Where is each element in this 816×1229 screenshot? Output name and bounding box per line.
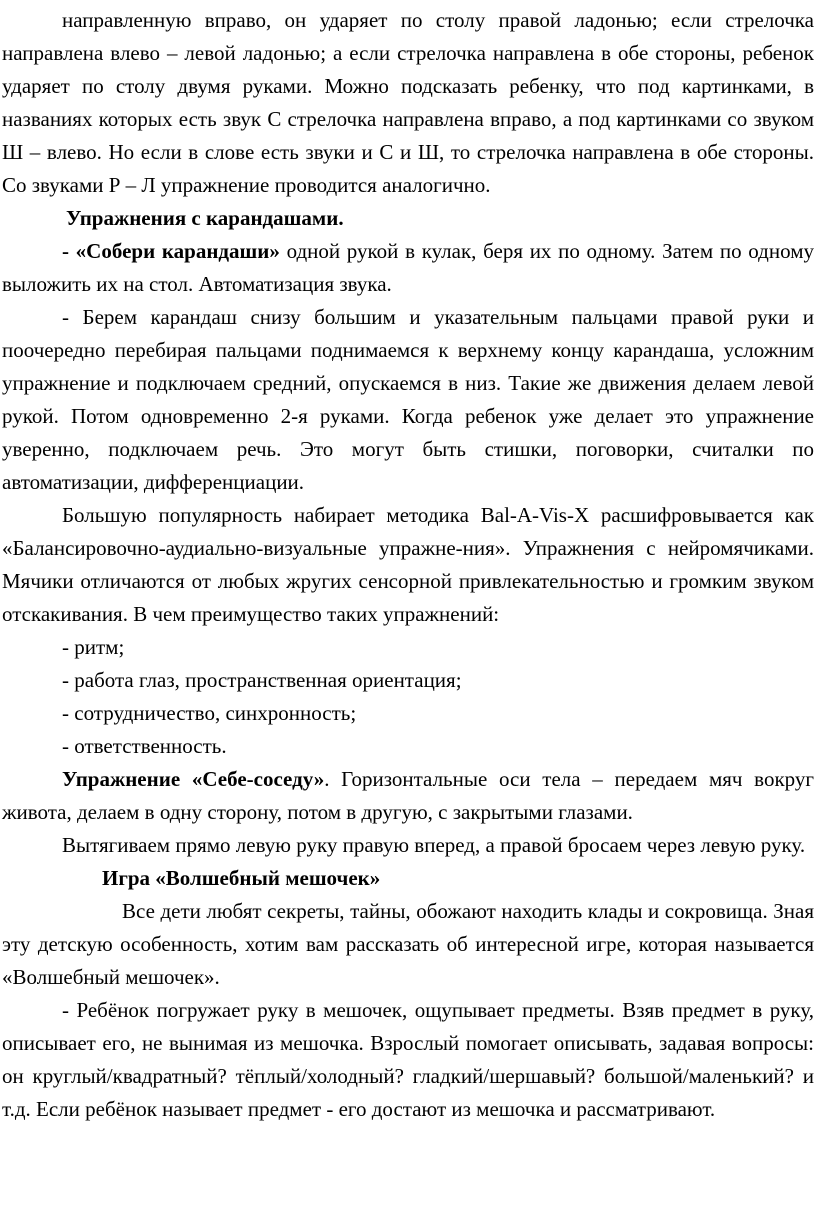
exercise-title-self-neighbor: Упражнение «Себе-соседу»	[62, 767, 325, 791]
paragraph-self-neighbor	[2, 763, 814, 829]
exercise-text-self-neighbor: . Горизонтальные оси тела – передаем мяч вокруг живота, делаем в одну сторону, потом в другую, с закрытыми глазами.	[2, 767, 814, 824]
paragraph-stretch-arm: Вытягиваем прямо левую руку правую вперед, а правой бросаем через левую руку.	[62, 833, 806, 857]
list-item-eyes: - работа глаз, пространственная ориентация;	[62, 668, 462, 692]
paragraph-intro: направленную вправо, он ударяет по столу правой ладонью; если стрелочка направлена влево – левой ладонью; а если стрелочка направлена в обе стороны, ребенок ударяет по столу двумя руками. Можно подсказать ребенку, что под картинками, в названиях которых есть звук С стрелочка направлена вправо, а под картинками со звуком Ш – влево. Но если в слове есть звуки и С и Ш, то стрелочка направлена в обе стороны. Со звуками Р – Л упражнение проводится аналогично.	[2, 8, 814, 197]
exercise-title-collect-pencils: - «Собери карандаши»	[62, 239, 280, 263]
list-item-rhythm: - ритм;	[62, 635, 125, 659]
paragraph-bag-game: - Ребёнок погружает руку в мешочек, ощупывает предметы. Взяв предмет в руку, описывает его, не вынимая из мешочка. Взрослый помогает описывать, задавая вопросы: он круглый/квадратный? тёплый/холодный? гладкий/шершавый? большой/маленький? и т.д. Если ребёнок называет предмет - его достают из мешочка и рассматривают.	[2, 998, 814, 1121]
paragraph-pencil-fingers: - Берем карандаш снизу большим и указательным пальцами правой руки и поочередно перебирая пальцами поднимаемся к верхнему концу карандаша, усложним упражнение и подключаем средний, опускаемся в низ. Такие же движения делаем левой рукой. Потом одновременно 2-я руками. Когда ребенок уже делает это упражнение уверенно, подключаем речь. Это могут быть стишки, поговорки, считалки по автоматизации, дифференциации.	[2, 305, 814, 494]
list-item-cooperation: - сотрудничество, синхронность;	[62, 701, 357, 725]
section-heading-magic-bag: Игра «Волшебный мешочек»	[102, 866, 381, 890]
paragraph-balavisx: Большую популярность набирает методика Bal-A-Vis-X расшифровывается как «Балансировочно-аудиально-визуальные упражне-ния». Упражнения с нейромячиками. Мячики отличаются от любых жругих сенсорной привлекательностью и громким звуком отскакивания. В чем преимущество таких упражнений:	[2, 503, 814, 626]
section-heading-pencils: Упражнения с карандашами.	[66, 206, 344, 230]
list-item-responsibility: - ответственность.	[62, 734, 227, 758]
exercise-text-collect-pencils: одной рукой в кулак, беря их по одному. Затем по одному выложить их на стол. Автоматизация звука.	[2, 239, 814, 296]
paragraph-collect-pencils	[2, 235, 814, 301]
paragraph-secrets: Все дети любят секреты, тайны, обожают находить клады и сокровища. Зная эту детскую особенность, хотим вам рассказать об интересной игре, которая называется «Волшебный мешочек».	[2, 899, 814, 989]
